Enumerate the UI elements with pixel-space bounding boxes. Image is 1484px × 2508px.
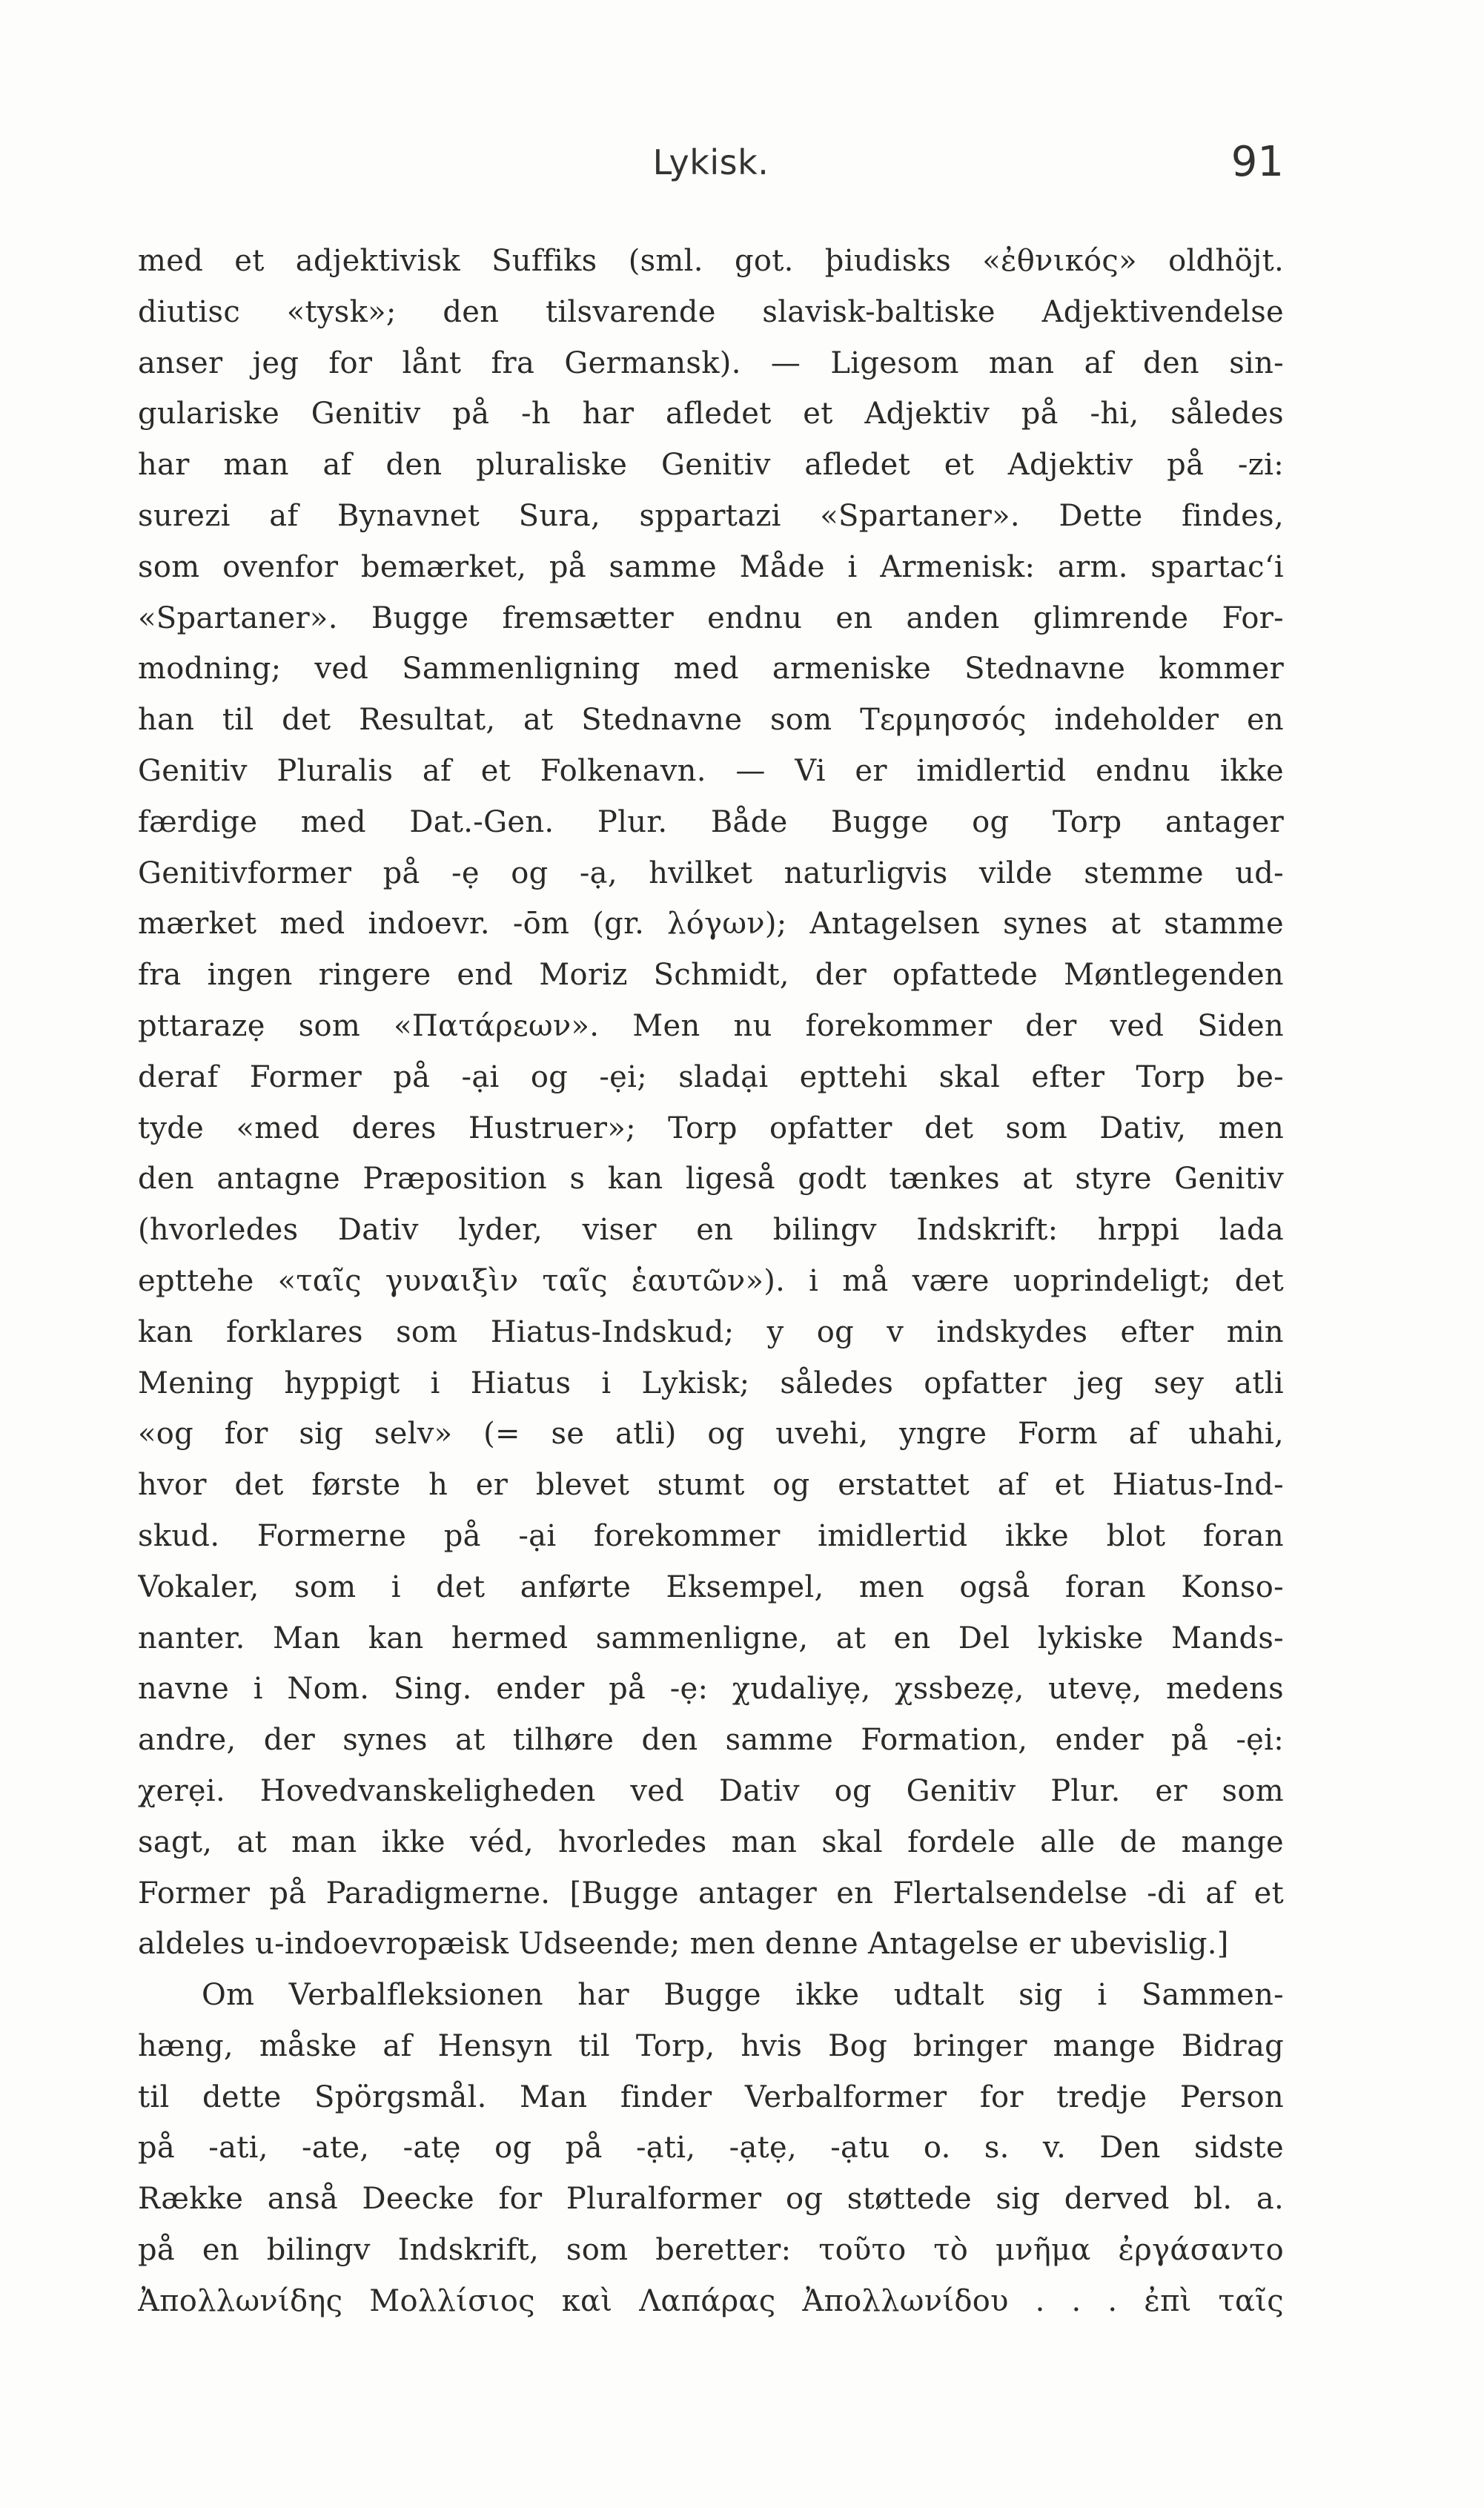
text-line: har man af den pluraliske Genitiv afledet et Adjektiv på -zi: <box>138 448 1284 483</box>
text-line: tyde «med deres Hustruer»; Torp opfatter det som Dativ, men <box>138 1111 1284 1145</box>
text-line: Former på Paradigmerne. [Bugge antager en Flertalsendelse -di af et <box>138 1876 1284 1910</box>
text-line: på -ati, -ate, -atẹ og på -ạti, -ạtẹ, -ạtu o. s. v. Den sidste <box>138 2131 1284 2165</box>
text-line: «og for sig selv» (= se atli) og uvehi, yngre Form af uhahi, <box>138 1417 1284 1452</box>
body-text <box>138 236 1284 2327</box>
text-line: sagt, at man ikke véd, hvorledes man skal fordele alle de mange <box>138 1824 1284 1859</box>
text-line: Vokaler, som i det anførte Eksempel, men også foran Konso- <box>138 1569 1284 1604</box>
text-line: andre, der synes at tilhøre den samme Formation, ender på -ẹi: <box>138 1723 1284 1758</box>
text-line: Række anså Deecke for Pluralformer og støttede sig derved bl. a. <box>138 2182 1284 2217</box>
text-line: modning; ved Sammenligning med armeniske Stednavne kommer <box>138 652 1284 686</box>
text-line: surezi af Bynavnet Sura, sppartazi «Spartaner». Dette findes, <box>138 498 1284 533</box>
running-head <box>138 138 1284 202</box>
text-line: gulariske Genitiv på -h har afledet et Adjektiv på -hi, således <box>138 397 1284 431</box>
text-line: som ovenfor bemærket, på samme Måde i Armenisk: arm. spartacʻi <box>138 549 1284 584</box>
text-line: fra ingen ringere end Moriz Schmidt, der opfattede Møntlegenden <box>138 958 1284 993</box>
text-line: «Spartaner». Bugge fremsætter endnu en anden glimrende For- <box>138 600 1284 635</box>
text-line: den antagne Præposition s kan ligeså godt tænkes at styre Genitiv <box>138 1162 1284 1197</box>
text-line: Genitivformer på -ẹ og -ạ, hvilket naturligvis vilde stemme ud- <box>138 856 1284 890</box>
text-line: aldeles u-indoevropæisk Udseende; men denne Antagelse er ubevislig.] <box>138 1927 1229 1962</box>
text-line: skud. Formerne på -ại forekommer imidlertid ikke blot foran <box>138 1518 1284 1553</box>
text-line: diutisc «tysk»; den tilsvarende slavisk-baltiske Adjektivendelse <box>138 294 1284 329</box>
page-number: 91 <box>1230 138 1284 186</box>
text-line: med et adjektivisk Suffiks (sml. got. þiudisks «ἐθνικός» oldhöjt. <box>138 244 1284 278</box>
text-line: færdige med Dat.-Gen. Plur. Både Bugge og Torp antager <box>138 804 1284 839</box>
text-line: Mening hyppigt i Hiatus i Lykisk; således opfatter jeg sey atli <box>138 1366 1284 1400</box>
text-line: på en bilingv Indskrift, som beretter: τοῦτο τὸ μνῆμα ἐργάσαντο <box>138 2233 1284 2268</box>
text-line: han til det Resultat, at Stednavne som Τερμησσός indeholder en <box>138 703 1284 738</box>
text-line: Om Verbalfleksionen har Bugge ikke udtalt sig i Sammen- <box>202 1978 1284 2013</box>
text-line: navne i Nom. Sing. ender på -ẹ: χudaliyẹ, χssbezẹ, utevẹ, medens <box>138 1672 1284 1707</box>
running-title: Lykisk. <box>652 142 769 182</box>
text-line: (hvorledes Dativ lyder, viser en bilingv Indskrift: hrppi lada <box>138 1213 1284 1248</box>
text-line: kan forklares som Hiatus-Indskud; y og v indskydes efter min <box>138 1314 1284 1349</box>
text-line: epttehe «ταῖς γυναιξὶν ταῖς ἑαυτῶν»). i må være uoprindeligt; det <box>138 1263 1284 1298</box>
text-line: anser jeg for lånt fra Germansk). — Ligesom man af den sin- <box>138 345 1284 380</box>
text-line: mærket med indoevr. -ōm (gr. λόγων); Antagelsen synes at stamme <box>138 907 1284 942</box>
text-line: pttarazẹ som «Πατάρεων». Men nu forekommer der ved Siden <box>138 1008 1284 1043</box>
text-line: Ἀπολλωνίδης Μολλίσιος καὶ Λαπάρας Ἀπολλωνίδου . . . ἐπὶ ταῖς <box>138 2283 1284 2318</box>
text-line: hvor det første h er blevet stumt og erstattet af et Hiatus-Ind- <box>138 1468 1284 1503</box>
text-line: deraf Former på -ại og -ẹi; sladại epttehi skal efter Torp be- <box>138 1059 1284 1094</box>
text-line: χerẹi. Hovedvanskeligheden ved Dativ og Genitiv Plur. er som <box>138 1773 1284 1808</box>
text-line: til dette Spörgsmål. Man finder Verbalformer for tredje Person <box>138 2079 1284 2114</box>
text-line: Genitiv Pluralis af et Folkenavn. — Vi er imidlertid endnu ikke <box>138 753 1284 788</box>
text-line: nanter. Man kan hermed sammenligne, at en Del lykiske Mands- <box>138 1621 1284 1655</box>
text-line: hæng, måske af Hensyn til Torp, hvis Bog bringer mange Bidrag <box>138 2028 1284 2063</box>
